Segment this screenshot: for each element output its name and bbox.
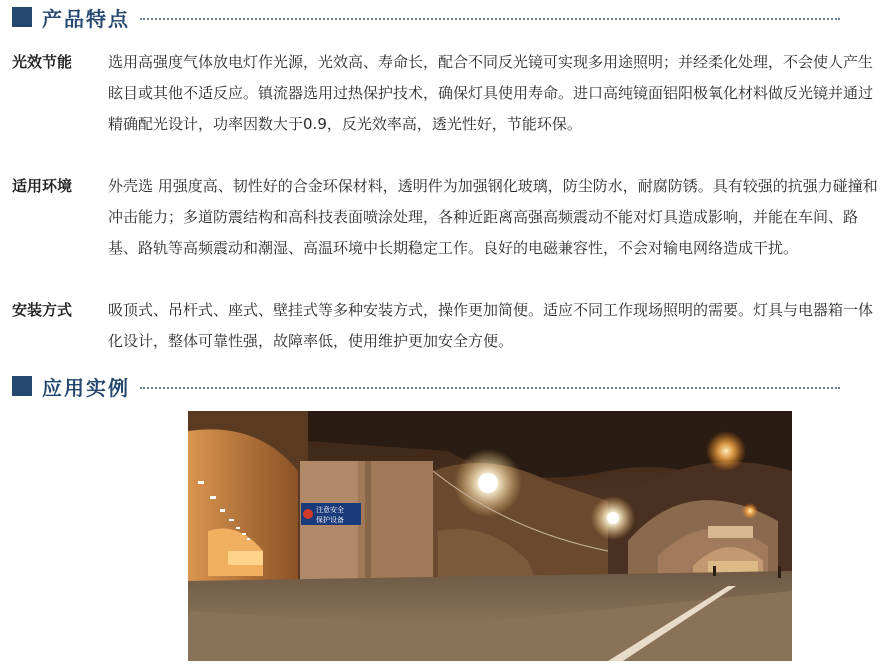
feature-item-environment	[12, 171, 882, 264]
feature-label: 安装方式	[12, 301, 73, 319]
section-header-applications	[12, 372, 840, 400]
tunnel-lighting-photo	[188, 411, 792, 661]
sign-text-line2: 保护设备	[316, 516, 344, 524]
section-marker-square	[12, 376, 32, 396]
feature-description: 选用高强度气体放电灯作光源，光效高、寿命长，配合不同反光镜可实现多用途照明；并经柔化处理，不会使人产生眩目或其他不适反应。镇流器选用过热保护技术，确保灯具使用寿命。进口高纯镜面铝阳极氧化材料做反光镜并通过精确配光设计，功率因数大于0.9，反光效率高，透光性好，节能环保。	[108, 53, 874, 133]
dotted-divider	[140, 18, 840, 20]
section-title: 产品特点	[42, 6, 130, 31]
dotted-divider	[140, 387, 840, 389]
section-marker-square	[12, 7, 32, 27]
section-title: 应用实例	[42, 375, 130, 400]
sign-text-line1: 注意安全	[316, 506, 344, 514]
feature-description: 外壳选 用强度高、韧性好的合金环保材料，透明件为加强钢化玻璃，防尘防水，耐腐防锈。具有较强的抗强力碰撞和冲击能力；多道防震结构和高科技表面喷涂处理，各种近距离高强高频震动不能对灯具造成影响，并能在车间、路基、路轨等高频震动和潮湿、高温环境中长期稳定工作。良好的电磁兼容性，不会对输电网络造成干扰。	[108, 177, 878, 257]
feature-label: 光效节能	[12, 53, 73, 71]
feature-item-energy	[12, 47, 882, 140]
feature-description: 吸顶式、吊杆式、座式、壁挂式等多种安装方式，操作更加简便。适应不同工作现场照明的需要。灯具与电器箱一体化设计，整体可靠性强，故障率低，使用维护更加安全方便。	[108, 301, 874, 350]
section-header-features	[12, 3, 840, 31]
feature-item-installation	[12, 295, 882, 357]
feature-label: 适用环境	[12, 177, 73, 195]
